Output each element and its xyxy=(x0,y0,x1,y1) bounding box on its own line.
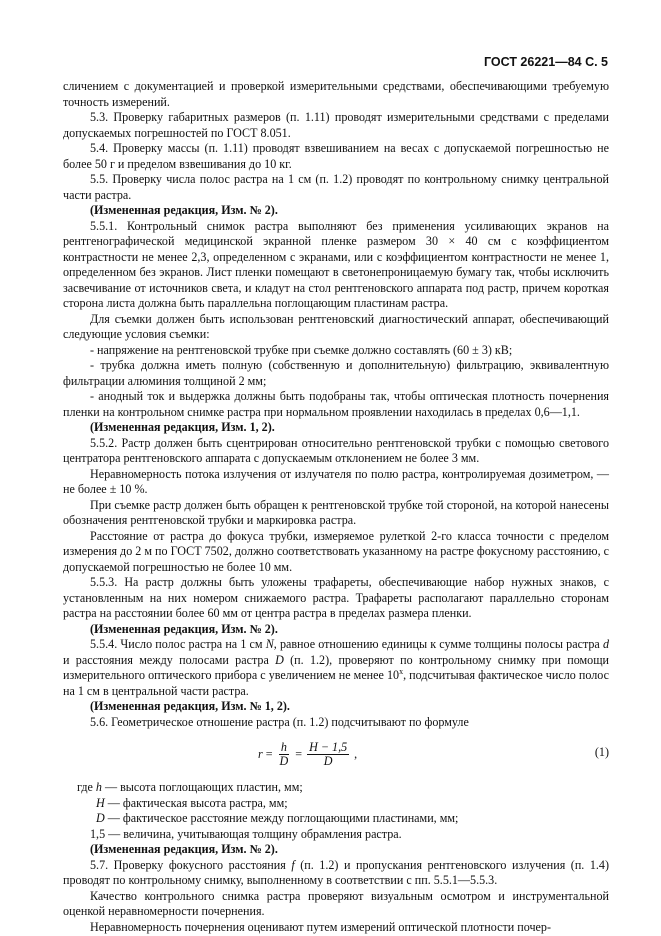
definition-item: где h — высота поглощающих пластин, мм; xyxy=(77,780,303,794)
paragraph: Неравномерность потока излучения от излучателя по полю растра, контролируемая дозиметром, — не более ± 10 %. xyxy=(63,466,609,496)
definition-item: H — фактическая высота растра, мм; xyxy=(96,795,288,810)
paragraph: 5.5. Проверку числа полос растра на 1 см (п. 1.2) проводят по контрольному снимку центральной части растра. xyxy=(63,172,609,202)
definition-item: 1,5 — величина, учитывающая толщину обрамления растра. xyxy=(90,826,402,841)
paragraph: 5.6. Геометрическое отношение растра (п. 1.2) подсчитывают по формуле xyxy=(90,714,469,729)
document-body xyxy=(63,79,609,935)
formula-block xyxy=(63,737,609,777)
page-header: ГОСТ 26221—84 С. 5 xyxy=(483,55,608,69)
paragraph: Для съемки должен быть использован рентгеновский диагностический аппарат, обеспечивающий следующие условия съемки: xyxy=(63,311,609,341)
paragraph: Неравномерность почернения оценивают путем измерений оптической плотности почер- xyxy=(90,919,551,934)
amendment-note: (Измененная редакция, Изм. № 1, 2). xyxy=(90,699,290,713)
paragraph: 5.3. Проверку габаритных размеров (п. 1.11) проводят измерительными средствами с пределами допускаемых погрешностей по ГОСТ 8.051. xyxy=(63,110,609,140)
paragraph: 5.5.1. Контрольный снимок растра выполняют без применения усиливающих экранов на рентгенографической медицинской экранной пленке размером 30 × 40 см с коэффициентом контрастности не менее 2,3, определенном с экранами, или с коэффициентом контрастности не менее 1, определенном без экранов. Лист пленки помещают в светонепроницаемую бумагу так, чтобы исключить засвечивание от источников света, и кладут на стол рентгеновского аппарата под растр, причем короткая сторона листа должна быть параллельна поглощающим пластинам растра. xyxy=(63,218,609,310)
amendment-note: (Измененная редакция, Изм. № 2). xyxy=(90,621,278,636)
list-item: - напряжение на рентгеновской трубке при съемке должно составлять (60 ± 3) кВ; xyxy=(90,342,513,357)
fraction: $\frac{h}{D}$ xyxy=(279,740,289,768)
paragraph: 5.5.4. Число полос растра на 1 см N, равное отношению единицы к сумме толщины полосы растра d и расстояния между полосами растра D (п. 1.2), проверяют по контрольному снимку при помощи измерительного оптического прибора с увеличением не менее $10^х$, подсчитывая фактическое число полос на 1 см в центральной части растра. xyxy=(63,637,609,698)
paragraph: 5.5.2. Растр должен быть сцентрирован относительно рентгеновской трубки с помощью светового центратора рентгеновского аппарата с допускаемым отклонением не более 3 мм. xyxy=(63,435,609,465)
definition-item: D — фактическое расстояние между поглощающими пластинами, мм; xyxy=(96,811,459,825)
amendment-note: (Измененная редакция, Изм. № 2). xyxy=(90,203,278,217)
paragraph: 5.5.3. На растр должны быть уложены трафареты, обеспечивающие набор нужных знаков, с установленным на них номером снижаемого растра. Трафареты располагают параллельно сторонам растра на расстоянии более 60 мм от центра растра в пределах размера пленки. xyxy=(63,575,609,620)
list-item: - трубка должна иметь полную (собственную и дополнительную) фильтрацию, эквивалентную фильтрации алюминия толщиной 2 мм; xyxy=(63,358,609,388)
equation-number: (1) xyxy=(594,745,609,759)
paragraph: 5.4. Проверку массы (п. 1.11) проводят взвешиванием на весах с допускаемой погрешностью не более 50 г и пределом взвешивания до 10 кг. xyxy=(63,141,609,171)
amendment-note: (Измененная редакция, Изм. № 2). xyxy=(90,842,278,856)
paragraph: Расстояние от растра до фокуса трубки, измеряемое рулеткой 2-го класса точности с пределом измерения до 2 м по ГОСТ 7502, должно соответствовать указанному на растре фокусному расстоянию, с допускаемой погрешностью не более 10 мм. xyxy=(63,528,609,574)
formula: r = $\frac{h}{D}$ = $\frac{H - 1,5}{D}$ , xyxy=(258,740,358,768)
amendment-note: (Измененная редакция, Изм. 1, 2). xyxy=(90,420,275,434)
fraction: $\frac{H - 1,5}{D}$ xyxy=(309,740,348,768)
paragraph: Качество контрольного снимка растра проверяют визуальным осмотром и инструментальной оценкой неравномерности почернения. xyxy=(63,888,609,918)
paragraph: При съемке растр должен быть обращен к рентгеновской трубке той стороной, на которой нанесены обозначения рентгеновской трубки и маркировка растра. xyxy=(63,497,609,527)
paragraph: сличением с документацией и проверкой измерительными средствами, обеспечивающими требуемую точность измерений. xyxy=(63,79,609,109)
paragraph: 5.7. Проверку фокусного расстояния f (п. 1.2) и пропускания рентгеновского излучения (п. 1.4) проводят по контрольному снимку, выполненному в соответствии с пп. 5.5.1—5.5.3. xyxy=(63,857,609,887)
list-item: - анодный ток и выдержка должны быть подобраны так, чтобы оптическая плотность почернения пленки на контрольном снимке растра при нормальном проявлении находилась в пределах 0,6—1,1. xyxy=(63,389,609,419)
